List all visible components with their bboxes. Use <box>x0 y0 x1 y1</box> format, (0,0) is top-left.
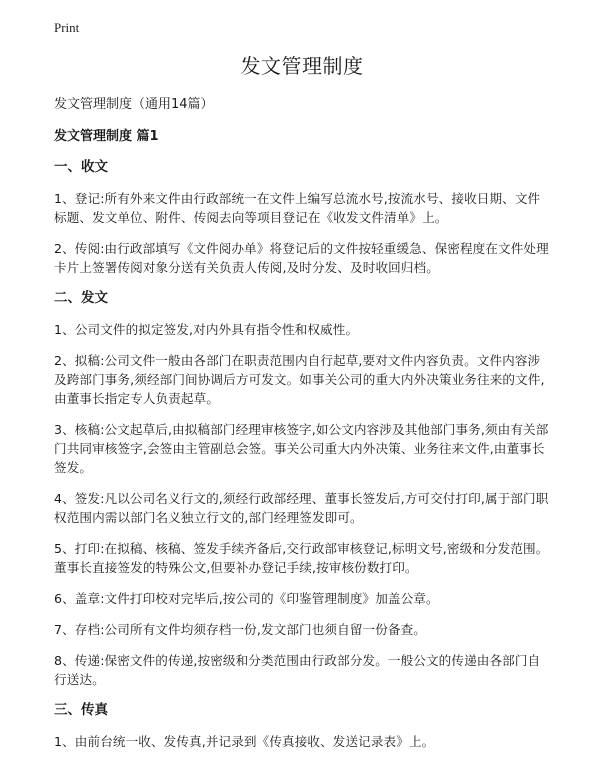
paragraph: 1、由前台统一收、发传真,并记录到《传真接收、发送记录表》上。 <box>54 734 435 749</box>
paragraph: 2、拟稿:公司文件一般由各部门在职责范围内自行起草,要对文件内容负责。文件内容涉及跨部门事务,须经部门间协调后方可发文。如事关公司的重大内外决策业务往来的文件,由董事长指定专人负责起草。 <box>54 353 545 406</box>
article-title: 发文管理制度 篇1 <box>54 129 159 144</box>
paragraph: 8、传递:保密文件的传递,按密级和分类范围由行政部分发。一般公文的传递由各部门自行送达。 <box>54 653 541 687</box>
paragraph: 6、盖章:文件打印校对完毕后,按公司的《印鉴管理制度》加盖公章。 <box>54 591 439 606</box>
section-heading-receiving: 一、收文 <box>54 159 108 175</box>
paragraph: 7、存档:公司所有文件均须存档一份,发文部门也须自留一份备查。 <box>54 622 426 637</box>
section-heading-fax: 三、传真 <box>54 702 108 718</box>
print-link[interactable]: Print <box>54 20 80 35</box>
paragraph: 4、签发:凡以公司名义行文的,须经行政部经理、董事长签发后,方可交付打印,属于部门职权范围内需以部门名义独立行文的,部门经理签发即可。 <box>54 491 549 525</box>
page-title: 发文管理制度 <box>240 54 364 78</box>
paragraph: 3、核稿:公文起草后,由拟稿部门经理审核签字,如公文内容涉及其他部门事务,须由有关部门共同审核签字,会签由主管副总会签。事关公司重大内外决策、业务往来文件,由董事长签发。 <box>54 422 549 475</box>
paragraph: 1、公司文件的拟定签发,对内外具有指令性和权威性。 <box>54 322 359 337</box>
paragraph: 5、打印:在拟稿、核稿、签发手续齐备后,交行政部审核登记,标明文号,密级和分发范围。董事长直接签发的特殊公文,但要补办登记手续,按审核份数打印。 <box>54 541 549 575</box>
section-heading-sending: 二、发文 <box>54 290 108 306</box>
document-body <box>54 52 550 763</box>
paragraph: 2、传阅:由行政部填写《文件阅办单》将登记后的文件按轻重缓急、保密程度在文件处理卡片上签署传阅对象分送有关负责人传阅,及时分发、及时收回归档。 <box>54 241 549 275</box>
paragraph: 1、登记:所有外来文件由行政部统一在文件上编写总流水号,按流水号、接收日期、文件标题、发文单位、附件、传阅去向等项目登记在《收发文件清单》上。 <box>54 191 541 225</box>
document-subtitle: 发文管理制度（通用14篇） <box>54 97 214 112</box>
